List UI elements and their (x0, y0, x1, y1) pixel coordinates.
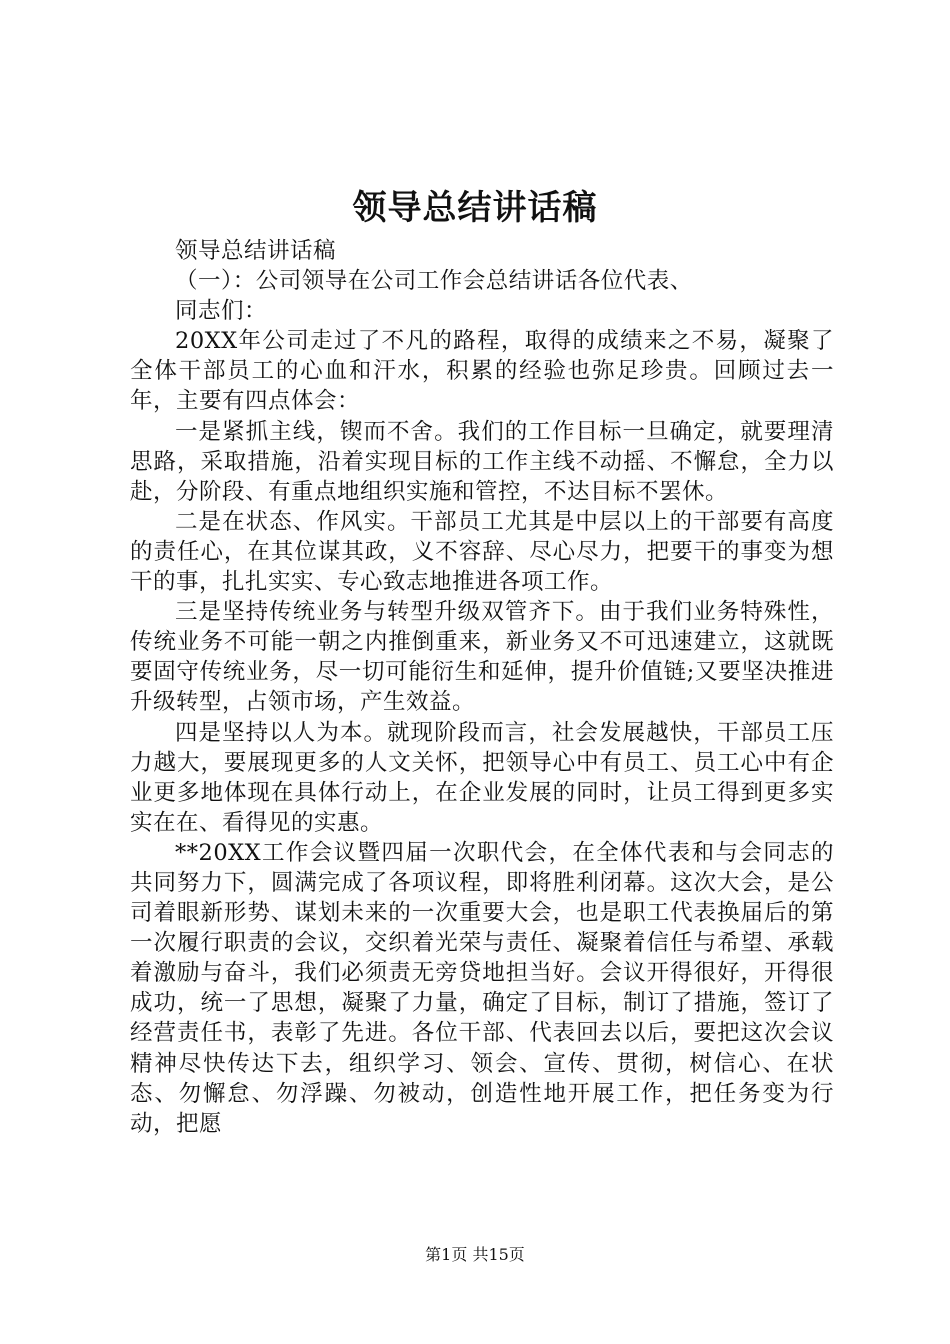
page-footer (0, 1244, 950, 1266)
paragraph: **20XX工作会议暨四届一次职代会，在全体代表和与会同志的共同努力下，圆满完成了各项议程，即将胜利闭幕。这次大会，是公司着眼新形势、谋划未来的一次重要大会，也是职工代表换届后的第一次履行职责的会议，交织着光荣与责任、凝聚着信任与希望、承载着激励与奋斗，我们必须责无旁贷地担当好。会议开得很好，开得很成功，统一了思想，凝聚了力量，确定了目标，制订了措施，签订了经营责任书，表彰了先进。各位干部、代表回去以后，要把这次会议精神尽快传达下去，组织学习、领会、宣传、贯彻，树信心、在状态、勿懈怠、勿浮躁、勿被动，创造性地开展工作，把任务变为行动，把愿 (130, 839, 834, 1137)
paragraph: 一是紧抓主线，锲而不舍。我们的工作目标一旦确定，就要理清思路，采取措施，沿着实现目标的工作主线不动摇、不懈怠，全力以赴，分阶段、有重点地组织实施和管控，不达目标不罢休。 (130, 418, 834, 505)
paragraph: 四是坚持以人为本。就现阶段而言，社会发展越快，干部员工压力越大，要展现更多的人文关怀，把领导心中有员工、员工心中有企业更多地体现在具体行动上，在企业发展的同时，让员工得到更多实实在在、看得见的实惠。 (130, 719, 834, 836)
page-indicator: 第1页 共15页 (425, 1245, 525, 1264)
paragraph: 20XX年公司走过了不凡的路程，取得的成绩来之不易，凝聚了全体干部员工的心血和汗水，积累的经验也弥足珍贵。回顾过去一年，主要有四点体会： (130, 328, 834, 415)
paragraph: 三是坚持传统业务与转型升级双管齐下。由于我们业务特殊性，传统业务不可能一朝之内推倒重来，新业务又不可迅速建立，这就既要固守传统业务，尽一切可能衍生和延伸，提升价值链;又要坚决推进升级转型，占领市场，产生效益。 (130, 599, 834, 716)
paragraph: 领导总结讲话稿 (175, 238, 337, 264)
document-title: 领导总结讲话稿 (352, 188, 598, 228)
document-body (130, 236, 834, 1139)
paragraph: 同志们： (175, 298, 268, 325)
paragraph: （一）：公司领导在公司工作会总结讲话各位代表、 (175, 268, 693, 295)
paragraph: 二是在状态、作风实。干部员工尤其是中层以上的干部要有高度的责任心，在其位谋其政，义不容辞、尽心尽力，把要干的事变为想干的事，扎扎实实、专心致志地推进各项工作。 (130, 508, 834, 596)
